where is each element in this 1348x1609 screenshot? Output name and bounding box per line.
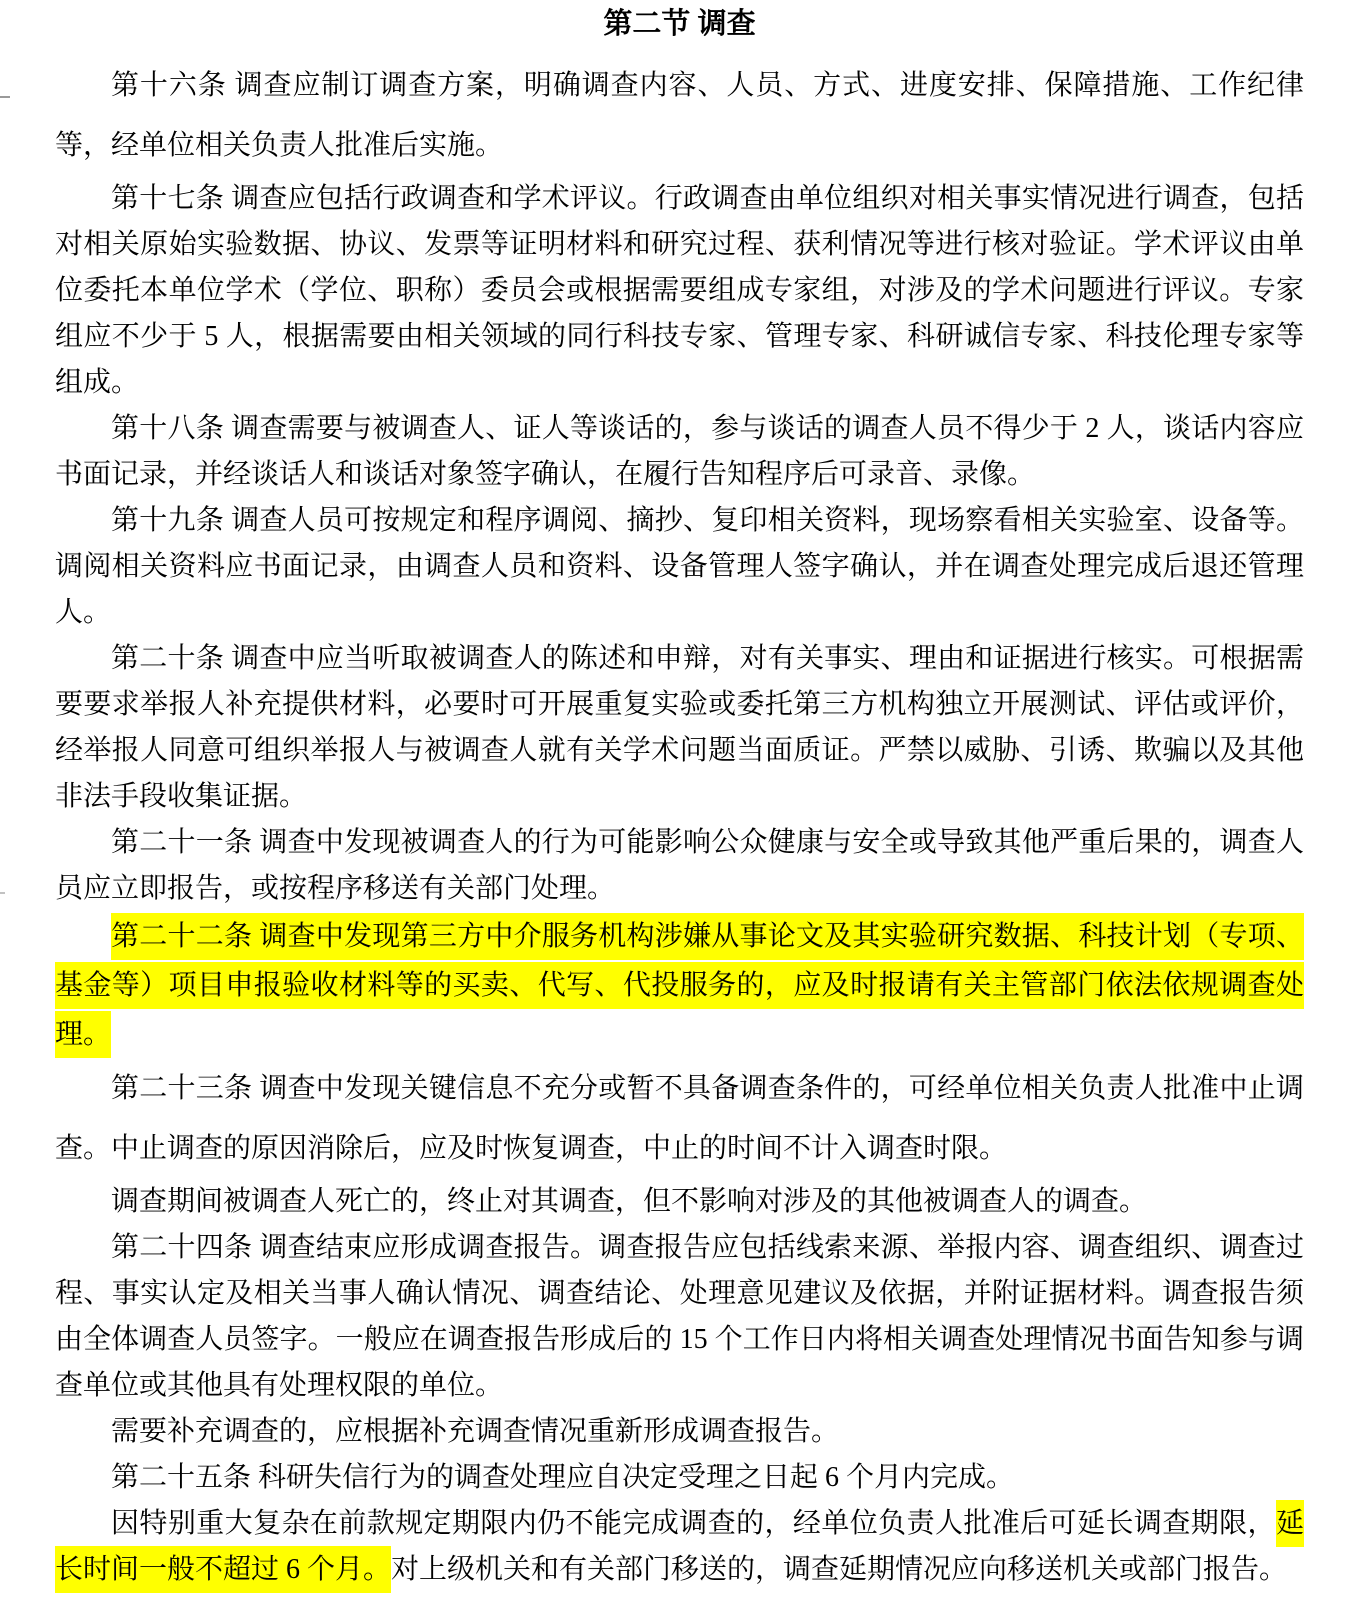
paragraph-text: 对上级机关和有关部门移送的，调查延期情况应向移送机关或部门报告。 (391, 1554, 1288, 1585)
paragraph-article-22 (55, 912, 1304, 1059)
paragraph-article-24 (55, 1225, 1304, 1409)
paragraph-text: 第二十一条 调查中发现被调查人的行为可能影响公众健康与安全或导致其他严重后果的，调查人员应立即报告，或按程序移送有关部门处理。 (55, 827, 1304, 904)
paragraph-text: 需要补充调查的，应根据补充调查情况重新形成调查报告。 (111, 1416, 840, 1447)
paragraph-text: 调查期间被调查人死亡的，终止对其调查，但不影响对涉及的其他被调查人的调查。 (111, 1186, 1148, 1217)
paragraph-article-23-death-clause (55, 1179, 1304, 1225)
scan-artifact-tick (0, 96, 10, 98)
paragraph-text: 第二十五条 科研失信行为的调查处理应自决定受理之日起 6 个月内完成。 (111, 1462, 1015, 1493)
paragraph-article-17 (55, 176, 1304, 406)
highlighted-paragraph-text: 第二十二条 调查中发现第三方中介服务机构涉嫌从事论文及其实验研究数据、科技计划（专项、基金等）项目申报验收材料等的买卖、代写、代投服务的，应及时报请有关主管部门依法依规调查处理。 (55, 913, 1304, 1058)
paragraph-article-16 (55, 56, 1304, 176)
paragraph-article-25 (55, 1455, 1304, 1501)
paragraph-article-25-extension-clause (55, 1501, 1304, 1593)
paragraph-article-24-supplement-clause (55, 1409, 1304, 1455)
paragraph-text: 第十九条 调查人员可按规定和程序调阅、摘抄、复印相关资料，现场察看相关实验室、设备等。调阅相关资料应书面记录，由调查人员和资料、设备管理人签字确认，并在调查处理完成后退还管理人。 (55, 505, 1304, 628)
paragraph-text: 第二十四条 调查结束应形成调查报告。调查报告应包括线索来源、举报内容、调查组织、调查过程、事实认定及相关当事人确认情况、调查结论、处理意见建议及依据，并附证据材料。调查报告须由全体调查人员签字。一般应在调查报告形成后的 15 个工作日内将相关调查处理情况书面告知参与调查单位或其他具有处理权限的单位。 (55, 1232, 1304, 1401)
paragraph-text: 第十七条 调查应包括行政调查和学术评议。行政调查由单位组织对相关事实情况进行调查，包括对相关原始实验数据、协议、发票等证明材料和研究过程、获利情况等进行核对验证。学术评议由单位委托本单位学术（学位、职称）委员会或根据需要组成专家组，对涉及的学术问题进行评议。专家组应不少于 5 人，根据需要由相关领域的同行科技专家、管理专家、科研诚信专家、科技伦理专家等组成。 (55, 183, 1304, 398)
paragraph-article-19 (55, 498, 1304, 636)
paragraph-text: 第十八条 调查需要与被调查人、证人等谈话的，参与谈话的调查人员不得少于 2 人，谈话内容应书面记录，并经谈话人和谈话对象签字确认，在履行告知程序后可录音、录像。 (55, 413, 1304, 490)
paragraph-article-20 (55, 636, 1304, 820)
paragraph-article-23 (55, 1059, 1304, 1179)
paragraph-text: 第二十三条 调查中发现关键信息不充分或暂不具备调查条件的，可经单位相关负责人批准中止调查。中止调查的原因消除后，应及时恢复调查，中止的时间不计入调查时限。 (55, 1073, 1304, 1164)
paragraph-text: 第二十条 调查中应当听取被调查人的陈述和申辩，对有关事实、理由和证据进行核实。可根据需要要求举报人补充提供材料，必要时可开展重复实验或委托第三方机构独立开展测试、评估或评价，经举报人同意可组织举报人与被调查人就有关学术问题当面质证。严禁以威胁、引诱、欺骗以及其他非法手段收集证据。 (55, 643, 1304, 812)
highlighted-paragraph-text: 延长时间一般不超过 6 个月。 (55, 1500, 1304, 1593)
paragraph-article-18 (55, 406, 1304, 498)
paragraph-article-21 (55, 820, 1304, 912)
paragraph-text: 第十六条 调查应制订调查方案，明确调查内容、人员、方式、进度安排、保障措施、工作纪律等，经单位相关负责人批准后实施。 (55, 70, 1304, 161)
paragraph-text: 因特别重大复杂在前款规定期限内仍不能完成调查的，经单位负责人批准后可延长调查期限， (111, 1508, 1276, 1539)
scan-artifact-tick (0, 892, 5, 894)
section-title: 第二节 调查 (603, 8, 756, 40)
